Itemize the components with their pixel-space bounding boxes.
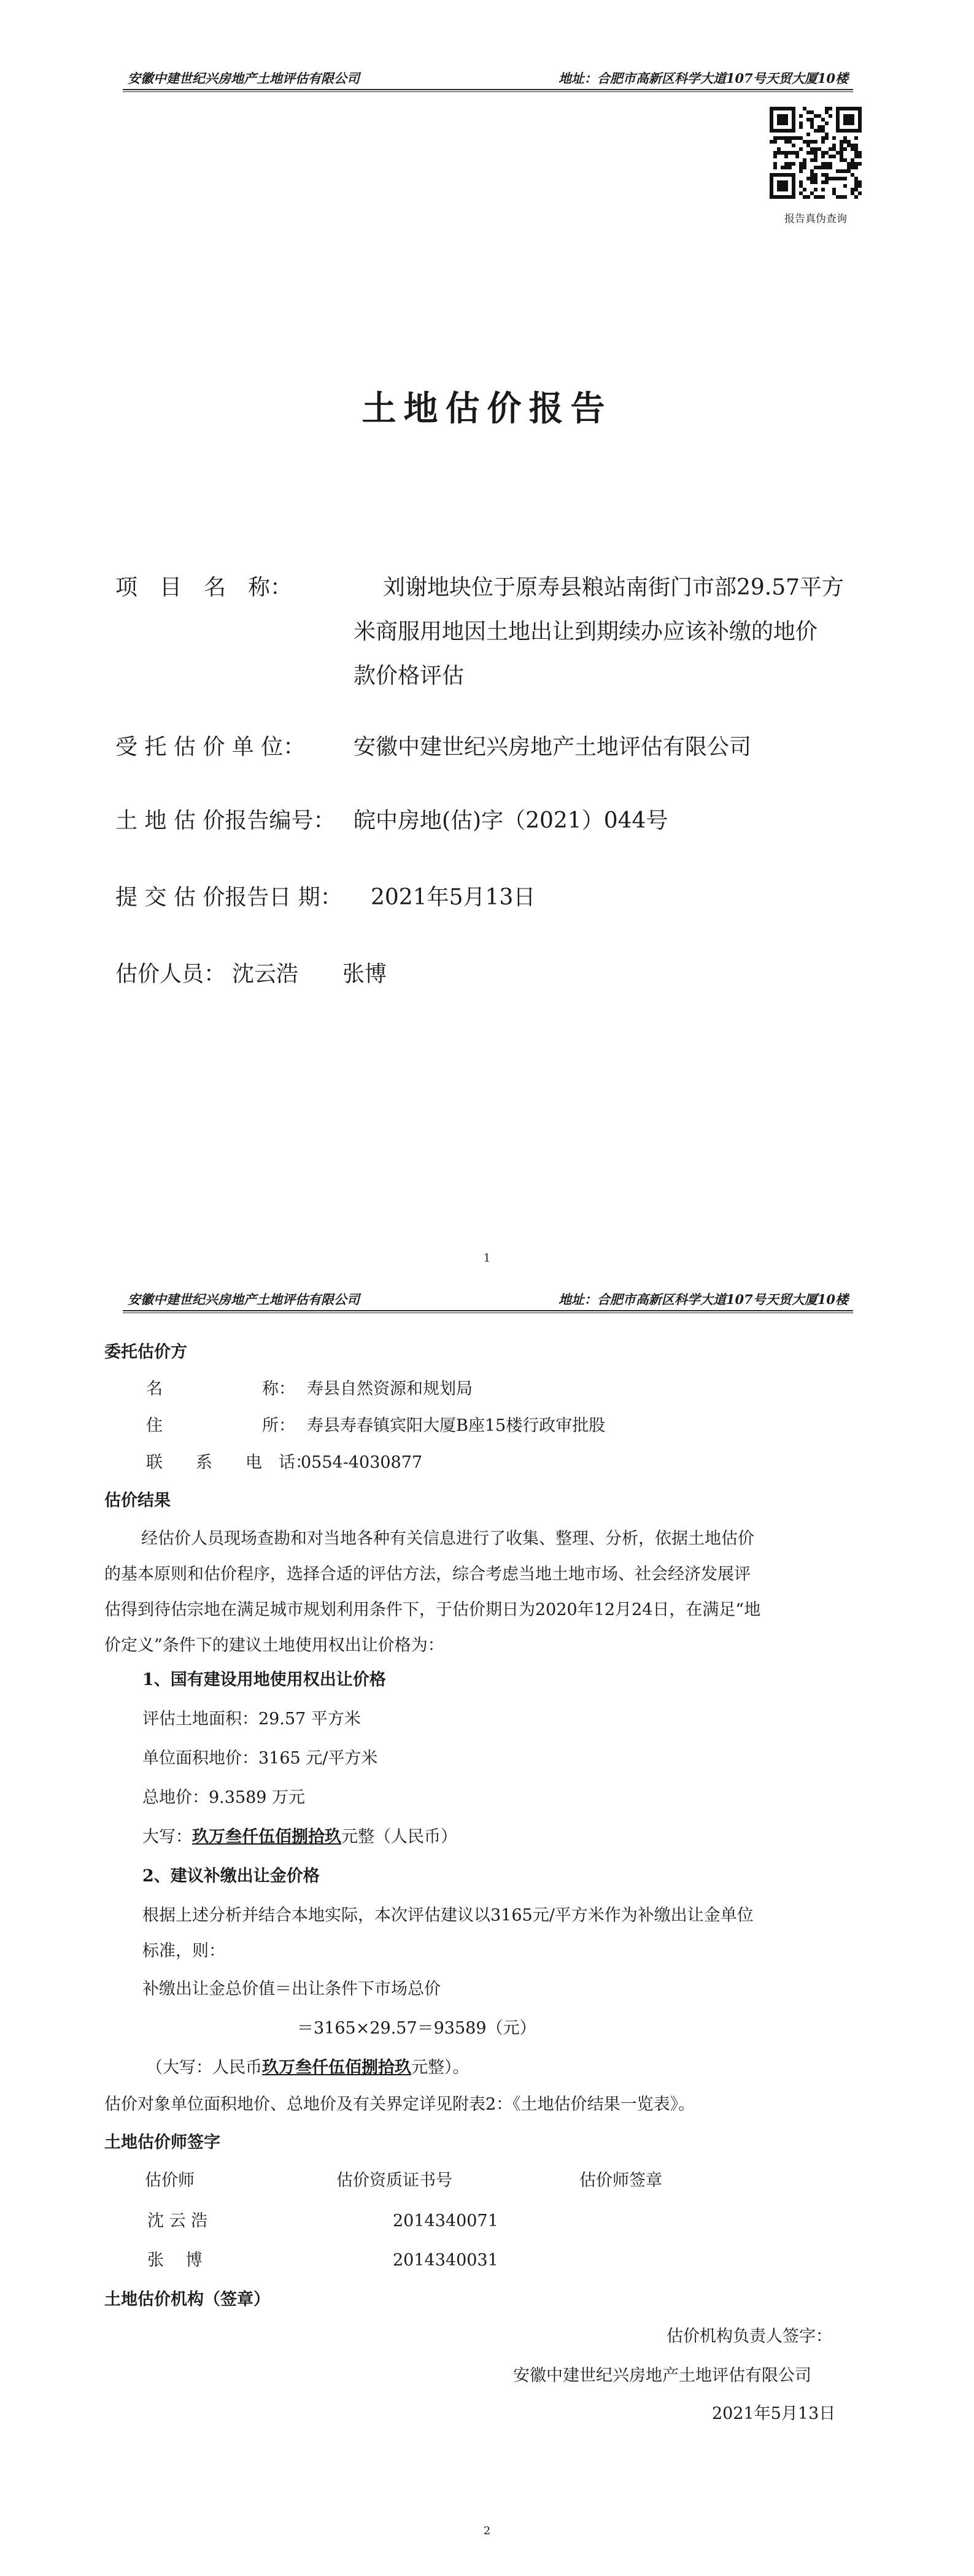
signers-heading: 土地估价师签字 [104, 2133, 220, 2152]
entrust-phone-label: 联 系 电 话： [146, 1453, 312, 1472]
header-rule-thin [123, 91, 853, 92]
basis-line-2: 标准，则： [142, 1942, 225, 1961]
total-in-words-2 [146, 2058, 470, 2078]
report-no-label: 土 地 估 价报告编号： [115, 808, 336, 833]
agency-heading: 土地估价机构（签章） [104, 2290, 270, 2309]
page-number-1: 1 [483, 1252, 491, 1265]
appraisers-label: 估价人员： [115, 962, 226, 987]
signer-cert: 2014340071 [393, 2212, 498, 2231]
project-label: 项 目 名 称： [115, 575, 293, 600]
header-rule [123, 89, 853, 90]
signer-cert: 2014340031 [393, 2251, 498, 2270]
header-company: 安徽中建世纪兴房地产土地评估有限公司 [128, 71, 360, 86]
entrust-heading: 委托估价方 [104, 1343, 187, 1362]
agency-name: 安徽中建世纪兴房地产土地评估有限公司 [513, 2366, 811, 2385]
report-title: 土地估价报告 [361, 388, 613, 429]
formula-line-1: 补缴出让金总价值＝出让条件下市场总价 [142, 1980, 441, 1999]
section-1-heading: 1、国有建设用地使用权出让价格 [142, 1670, 386, 1689]
total-in-words [142, 1827, 457, 1847]
qr-caption: 报告真伪查询 [784, 213, 847, 225]
client-value: 安徽中建世纪兴房地产土地评估有限公司 [354, 735, 752, 760]
see-attached-note: 估价对象单位面积地价、总地价及有关界定详见附表2：《土地估价结果一览表》。 [104, 2095, 695, 2114]
signature-date: 2021年5月13日 [712, 2404, 836, 2423]
formula-line-2: ＝3165×29.57＝93589（元） [297, 2019, 536, 2038]
result-para-line-2: 的基本原则和估价程序，选择合适的评估方法，综合考虑当地土地市场、社会经济发展评 [104, 1565, 751, 1584]
signer-name: 张 博 [147, 2251, 203, 2270]
daxie2-prefix: （大写：人民币 [146, 2058, 262, 2077]
basis-line-1: 根据上述分析并结合本地实际，本次评估建议以3165元/平方米作为补缴出让金单位 [142, 1906, 754, 1925]
daxie-prefix: 大写： [142, 1827, 192, 1846]
project-line-3: 款价格评估 [354, 663, 465, 688]
entrust-name-label: 名 称： [146, 1379, 295, 1398]
responsible-signature-label: 估价机构负责人签字： [667, 2327, 832, 2346]
project-line-2: 米商服用地因土地出让到期续办应该补缴的地价 [354, 619, 818, 644]
client-label: 受 托 估 价 单 位： [115, 735, 306, 760]
column-appraiser: 估价师 [145, 2171, 195, 2190]
unit-price: 单位面积地价：3165 元/平方米 [142, 1749, 378, 1768]
page-header [123, 61, 853, 92]
result-para-line-1: 经估价人员现场查勘和对当地各种有关信息进行了收集、整理、分析，依据土地估价 [141, 1529, 754, 1548]
land-area: 评估土地面积：29.57 平方米 [142, 1710, 361, 1729]
submit-date-value: 2021年5月13日 [371, 885, 536, 910]
result-heading: 估价结果 [104, 1491, 171, 1510]
daxie2-amount: 玖万叁仟伍佰捌拾玖 [262, 2058, 411, 2077]
daxie-amount: 玖万叁仟伍佰捌拾玖 [192, 1827, 341, 1846]
result-para-line-3: 估得到待估宗地在满足城市规划利用条件下，于估价期日为2020年12月24日，在满足“地 [104, 1600, 761, 1619]
qr-code-icon[interactable] [770, 107, 862, 199]
header-company: 安徽中建世纪兴房地产土地评估有限公司 [128, 1292, 360, 1307]
entrust-address-value: 寿县寿春镇宾阳大厦B座15楼行政审批股 [307, 1416, 606, 1435]
column-signature: 估价师签章 [579, 2171, 662, 2190]
entrust-address-label: 住 所： [146, 1416, 295, 1435]
total-price: 总地价：9.3589 万元 [142, 1788, 306, 1807]
column-certificate: 估价资质证书号 [336, 2171, 452, 2190]
daxie-suffix: 元整（人民币） [341, 1827, 457, 1846]
submit-date-label: 提 交 估 价报告日 期： [115, 885, 342, 910]
header-address: 地址：合肥市高新区科学大道107号天贸大厦10楼 [558, 71, 848, 86]
report-no-value: 皖中房地(估)字（2021）044号 [354, 808, 668, 833]
entrust-name-value: 寿县自然资源和规划局 [307, 1379, 473, 1398]
entrust-phone-value: 0554-4030877 [301, 1453, 423, 1472]
header-rule [123, 1310, 853, 1311]
daxie2-suffix: 元整）。 [411, 2058, 470, 2077]
appraisers-value: 沈云浩 张博 [232, 962, 387, 987]
section-2-heading: 2、建议补缴出让金价格 [142, 1867, 320, 1886]
page-header-2 [123, 1282, 853, 1313]
header-address: 地址：合肥市高新区科学大道107号天贸大厦10楼 [558, 1292, 848, 1307]
result-para-line-4: 价定义”条件下的建议土地使用权出让价格为： [104, 1636, 444, 1655]
page-number-2: 2 [483, 2524, 491, 2537]
project-line-1: 刘谢地块位于原寿县粮站南街门市部29.57平方 [383, 575, 845, 600]
signer-name: 沈 云 浩 [147, 2212, 208, 2231]
